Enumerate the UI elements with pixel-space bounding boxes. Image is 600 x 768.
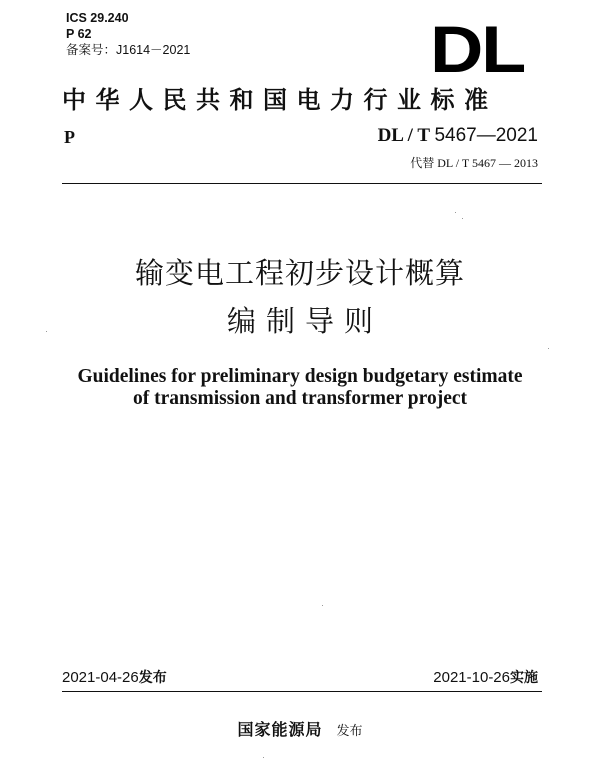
- title-english-line2: of transmission and transformer project: [133, 388, 467, 409]
- category-code: P 62: [66, 27, 92, 41]
- publisher-line: [0, 717, 600, 740]
- scan-speck: [455, 212, 456, 213]
- implementation-date-value: 2021-10-26: [433, 669, 510, 686]
- scan-speck: [462, 218, 463, 219]
- title-chinese-line2: 编制导则: [226, 304, 383, 338]
- dl-logo: DL: [430, 12, 525, 86]
- industry-standard-title: 中华人民共和国电力行业标准: [62, 85, 498, 114]
- scan-speck: [548, 348, 549, 349]
- ics-code: ICS 29.240: [66, 11, 129, 25]
- title-chinese-line1: 输变电工程初步设计概算: [134, 256, 465, 290]
- classification-block: [66, 10, 190, 58]
- header-divider: [62, 183, 542, 184]
- issue-label: 发布: [138, 670, 167, 686]
- replaces-standard: 代替 DL / T 5467 — 2013: [410, 156, 538, 170]
- scan-speck: [322, 605, 323, 606]
- scan-speck: [46, 331, 47, 332]
- publisher-action: 发布: [336, 724, 363, 739]
- publisher-organization: 国家能源局: [237, 720, 323, 739]
- scan-speck: [263, 757, 264, 758]
- standard-code-prefix: DL / T: [377, 125, 435, 146]
- issue-date-value: 2021-04-26: [62, 669, 139, 686]
- implementation-label: 实施: [510, 670, 538, 686]
- footer-divider: [62, 691, 542, 692]
- standard-code-number: 5467—2021: [434, 125, 538, 146]
- implementation-date: [433, 667, 538, 687]
- title-english-line1: Guidelines for preliminary design budgetary estimate: [77, 366, 523, 387]
- issue-date: [62, 667, 167, 687]
- standard-code: [378, 125, 538, 147]
- category-letter: P: [64, 127, 75, 147]
- record-number: 备案号：J1614－2021: [66, 43, 191, 57]
